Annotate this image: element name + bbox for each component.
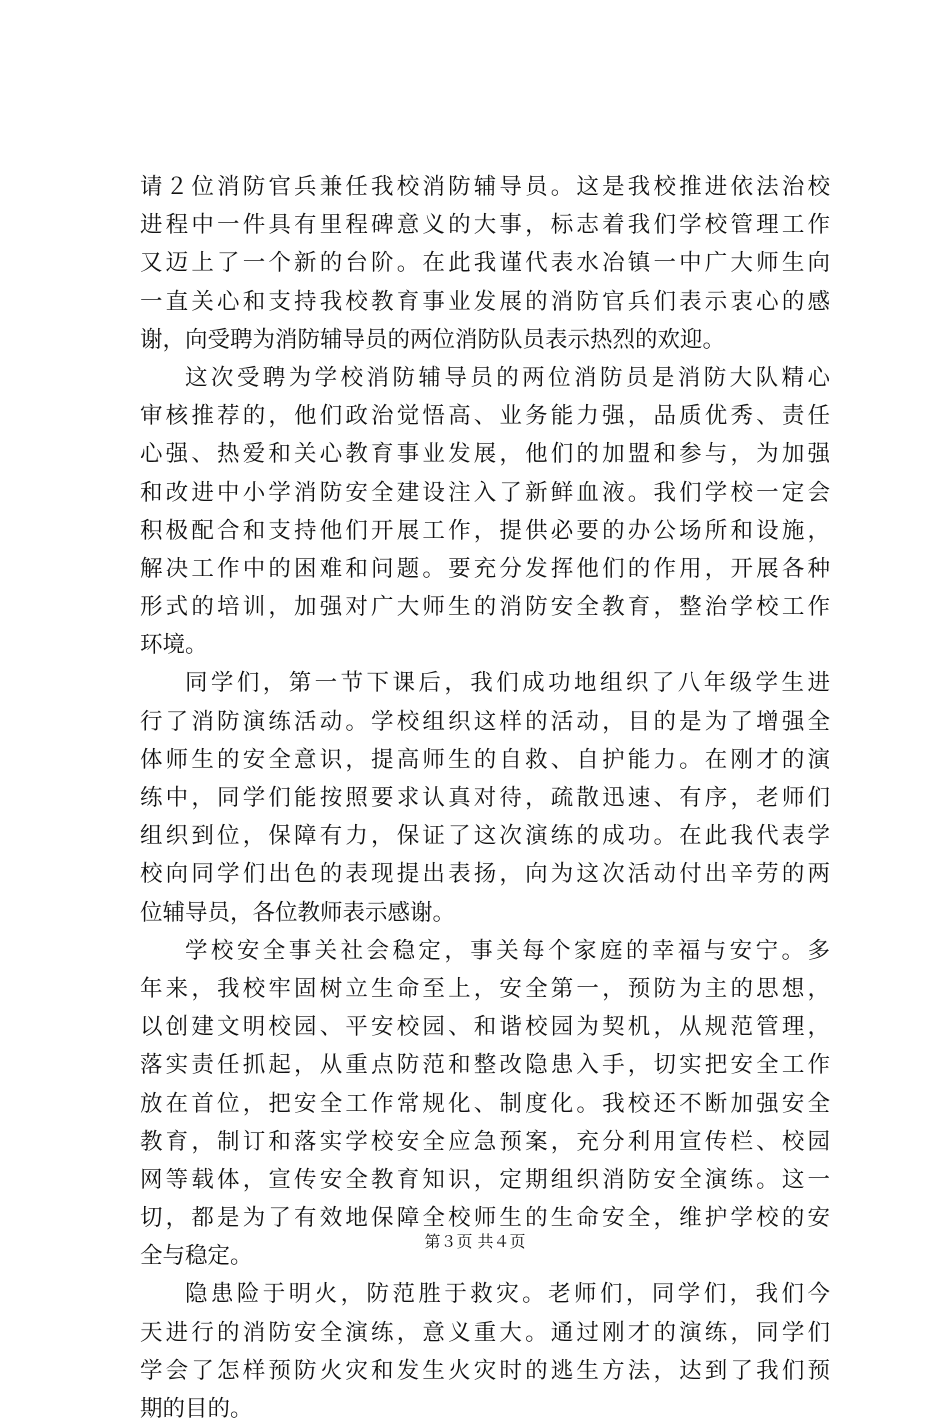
text-line: 放在首位，把安全工作常规化、制度化。我校还不断加强安全 bbox=[140, 1090, 830, 1117]
text-line: 形式的培训，加强对广大师生的消防安全教育，整治学校工作 bbox=[140, 594, 830, 621]
text-line: 行了消防演练活动。学校组织这样的活动，目的是为了增强全 bbox=[140, 708, 830, 735]
paragraph-first-line: 学校安全事关社会稳定，事关每个家庭的幸福与安宁。多 bbox=[185, 937, 830, 964]
paragraph-first-line: 这次受聘为学校消防辅导员的两位消防员是消防大队精心 bbox=[185, 364, 830, 391]
text-line: 年来，我校牢固树立生命至上，安全第一，预防为主的思想， bbox=[140, 975, 830, 1002]
text-line: 位辅导员，各位教师表示感谢。 bbox=[140, 899, 456, 926]
text-line: 和改进中小学消防安全建设注入了新鲜血液。我们学校一定会 bbox=[140, 479, 830, 506]
text-line: 以创建文明校园、平安校园、和谐校园为契机，从规范管理， bbox=[140, 1014, 830, 1041]
text-line: 进程中一件具有里程碑意义的大事，标志着我们学校管理工作 bbox=[140, 212, 830, 239]
text-line: 又迈上了一个新的台阶。在此我谨代表水冶镇一中广大师生向 bbox=[140, 250, 830, 277]
text-line: 切，都是为了有效地保障全校师生的生命安全，维护学校的安 bbox=[140, 1205, 830, 1232]
text-line: 请２位消防官兵兼任我校消防辅导员。这是我校推进依法治校 bbox=[140, 174, 830, 200]
text-line: 落实责任抓起，从重点防范和整改隐患入手，切实把安全工作 bbox=[140, 1052, 830, 1079]
text-line: 校向同学们出色的表现提出表扬，向为这次活动付出辛劳的两 bbox=[140, 861, 830, 888]
text-line: 体师生的安全意识，提高师生的自救、自护能力。在刚才的演 bbox=[140, 746, 830, 773]
text-line: 全与稳定。 bbox=[140, 1243, 253, 1270]
text-line: 一直关心和支持我校教育事业发展的消防官兵们表示衷心的感 bbox=[140, 288, 830, 315]
page-number-footer: 第３页 共４页 bbox=[424, 1232, 526, 1251]
text-line: 网等载体，宣传安全教育知识，定期组织消防安全演练。这一 bbox=[140, 1166, 830, 1193]
text-line: 组织到位，保障有力，保证了这次演练的成功。在此我代表学 bbox=[140, 823, 830, 850]
paragraph-first-line: 隐患险于明火，防范胜于救灾。老师们，同学们，我们今 bbox=[185, 1281, 830, 1308]
text-line: 练中，同学们能按照要求认真对待，疏散迅速、有序，老师们 bbox=[140, 785, 830, 811]
text-line: 学会了怎样预防火灾和发生火灾时的逃生方法，达到了我们预 bbox=[140, 1357, 830, 1384]
text-line: 教育，制订和落实学校安全应急预案，充分利用宣传栏、校园 bbox=[140, 1128, 830, 1155]
text-line: 审核推荐的，他们政治觉悟高、业务能力强，品质优秀、责任 bbox=[140, 403, 830, 430]
text-line: 解决工作中的困难和问题。要充分发挥他们的作用，开展各种 bbox=[140, 555, 830, 582]
text-line: 期的目的。 bbox=[140, 1396, 253, 1422]
text-line: 心强、热爱和关心教育事业发展，他们的加盟和参与，为加强 bbox=[140, 441, 830, 468]
text-line: 天进行的消防安全演练，意义重大。通过刚才的演练，同学们 bbox=[140, 1319, 830, 1346]
paragraph-first-line: 同学们，第一节下课后，我们成功地组织了八年级学生进 bbox=[185, 670, 830, 697]
text-line: 谢，向受聘为消防辅导员的两位消防队员表示热烈的欢迎。 bbox=[140, 326, 726, 353]
text-line: 环境。 bbox=[140, 632, 208, 659]
text-line: 积极配合和支持他们开展工作，提供必要的办公场所和设施， bbox=[140, 517, 830, 544]
